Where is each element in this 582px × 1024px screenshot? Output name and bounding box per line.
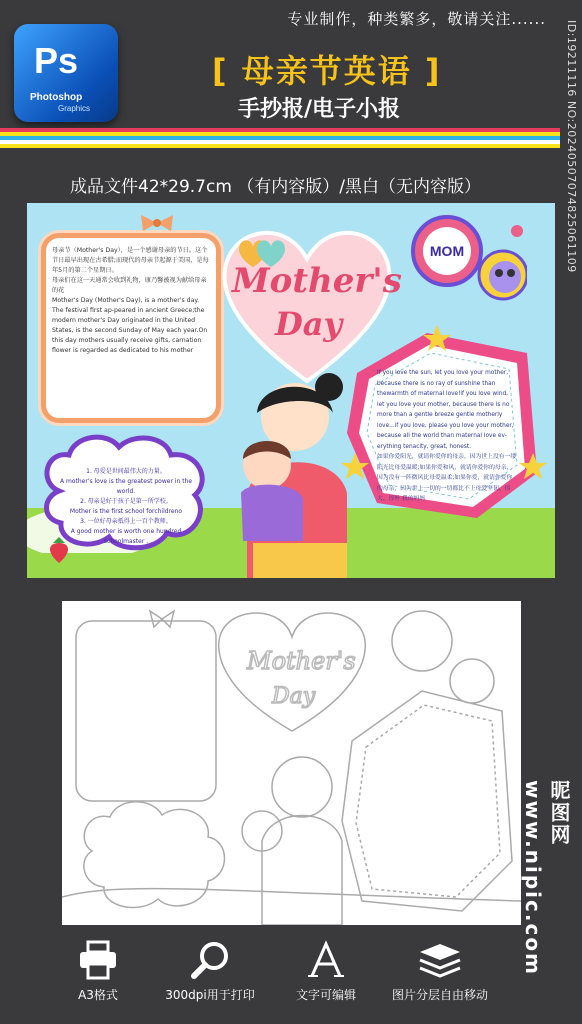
ps-logo-sub: Graphics (58, 104, 91, 113)
cloud-text: 1. 母爱是世间最伟大的力量。 A mother's love is the greatest power in the world. 2. 母亲是好于孩子是第一所学校。 Mother is the first school forchildreno 3. 一位好母亲抵得上一百个教师。 A good mother is worth one hundred schoolmaster . (59, 468, 193, 545)
ps-logo-text: Ps (34, 40, 79, 81)
lineart-drawing (62, 601, 521, 925)
lineart-title-mothers: Mother's (247, 647, 356, 675)
mother-child-illustration (207, 373, 357, 578)
poster-lineart-preview (62, 601, 521, 925)
left-text: 母亲节（Mother's Day），是一个感谢母亲的节日。这个节日最早出现在古希腊;而现代的母亲节起源于美国，是每年5月的第二个星期日。 母亲们在这一天通常会收到礼物，康乃馨被视为献给母亲的花 Mother's Day (Mother's Day), is a mother's day. The festival first ap-peared in ancient Greece;the modern mother's Day originated in the United States, is the second Sunday of May each year.On this day mothers usually receive gifts, carnation flower is regarded as dedicated to his mother (52, 247, 209, 354)
layers-icon (418, 940, 462, 980)
mom-badge-text: MOM (429, 243, 465, 259)
lineart-title-day: Day (272, 684, 316, 709)
feature-editable-text (266, 940, 386, 1002)
strawberry-icon (43, 533, 75, 565)
page-subtitle: 手抄报/电子小报 (238, 97, 401, 122)
feature-a3-label: A3格式 (78, 988, 118, 1002)
spec-text: 成品文件42*29.7cm （有内容版）/黑白（无内容版） (70, 177, 482, 197)
photoshop-logo-icon (14, 24, 118, 122)
magnifier-icon (190, 940, 230, 980)
id-text: ID:19211116 NO:20240507074825061109 (565, 20, 578, 273)
feature-layers-label: 图片分层自由移动 (391, 988, 488, 1002)
title-day: Day (275, 305, 343, 343)
bow-icon (137, 213, 177, 233)
feature-layers (380, 940, 500, 1002)
ps-logo-name: Photoshop (30, 92, 83, 103)
feature-a3 (38, 940, 158, 1002)
color-stripes (0, 128, 560, 152)
page-title: [ 母亲节英语 ] (212, 52, 442, 90)
feature-editable-text-label: 文字可编辑 (295, 988, 356, 1002)
stripe-yellow-2 (0, 144, 560, 148)
mom-badge-icon (407, 211, 527, 311)
left-text-frame (41, 233, 221, 423)
poster-color-preview (27, 203, 555, 578)
text-a-icon (306, 940, 346, 980)
title-mothers: Mother's (232, 261, 402, 301)
printer-icon (78, 940, 118, 980)
feature-300dpi (150, 940, 270, 1002)
feature-300dpi-label: 300dpi用于打印 (165, 988, 255, 1002)
right-text: If you love the sun, let you love your mother, because there is no ray of sunshine than thewarmth of maternal love!if you love wind, let you love your mother, because there is no more than a gentle breeze gentle motherly love...if you love, please you love your mother, because all the world than maternal love ev-erything tenacity, great, honest. 如果你爱阳光，就请你爱你的母亲，因为世上没有一缕阳光比母爱温暖;如果你爱和风，就请你爱你的母亲，因为没有一阵微风比母爱温柔;如果你爱，就请你爱你的母亲，因为世上一切的一切都比不上母爱坚韧、伟大、淳朴 我的妈妈 (377, 370, 517, 502)
tagline: 专业制作，种类繁多，敬请关注...... (287, 10, 546, 28)
watermark: 昵图网 www.nipic.com (521, 780, 571, 976)
